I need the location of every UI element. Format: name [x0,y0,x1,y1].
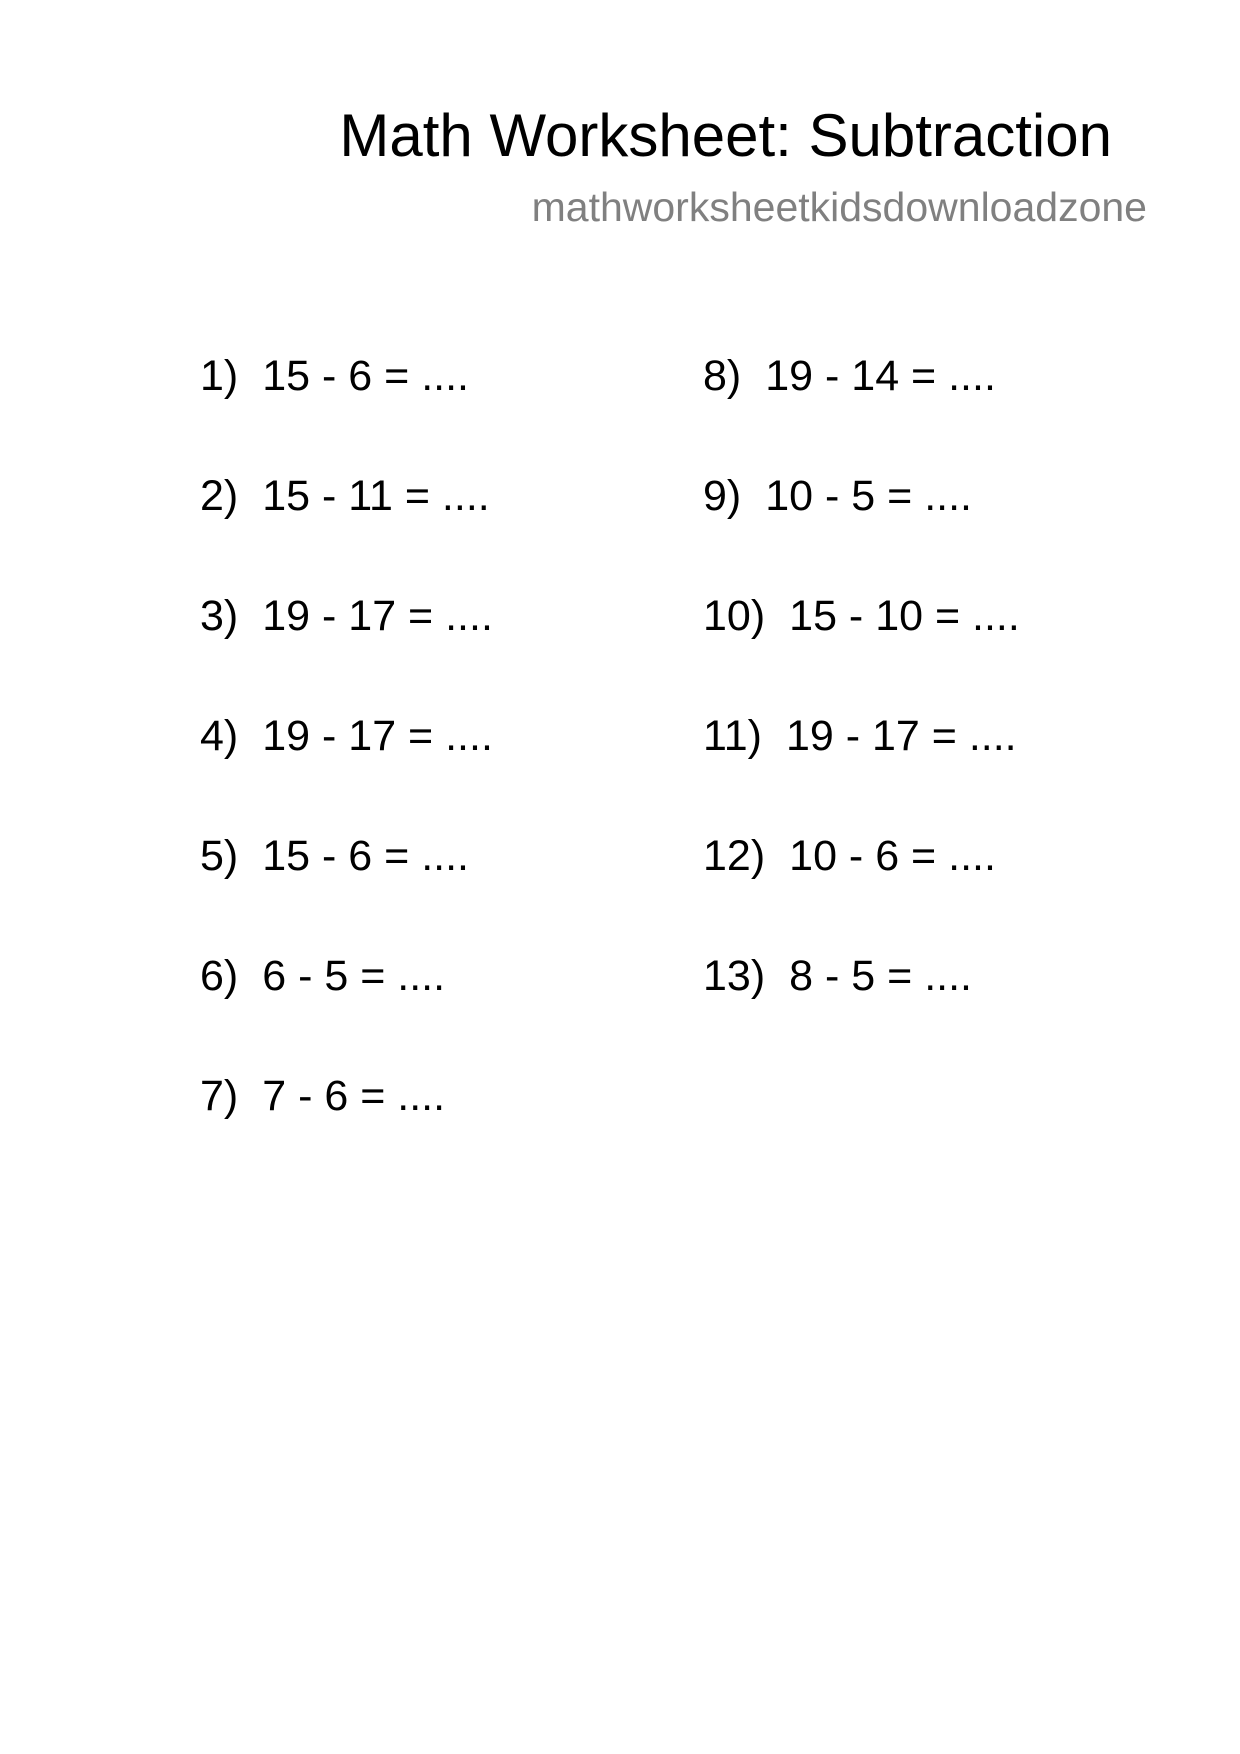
problem-item [703,470,1020,590]
problem-expression: 19 - 17 = .... [785,712,1017,760]
problem-expression: 10 - 6 = .... [789,832,996,880]
problem-expression: 19 - 14 = .... [765,352,996,400]
problem-item [200,830,493,950]
problem-item [200,710,493,830]
problem-item [200,350,493,470]
problem-number: 5) [200,832,239,880]
problem-number: 1) [200,352,239,400]
problem-expression: 19 - 17 = .... [262,712,493,760]
problem-number: 9) [703,472,742,520]
problem-item [200,950,493,1070]
problem-number: 12) [703,832,766,880]
problem-item [703,950,1020,1070]
problem-item [200,1070,493,1190]
problem-expression: 8 - 5 = .... [789,952,972,1000]
problem-number: 3) [200,592,239,640]
problem-item [200,470,493,590]
problem-number: 13) [703,952,766,1000]
problem-expression: 15 - 6 = .... [262,832,469,880]
problem-expression: 7 - 6 = .... [262,1072,446,1120]
problem-expression: 10 - 5 = .... [765,472,972,520]
problem-item [703,710,1020,830]
problem-column-left [200,350,493,1190]
problem-number: 4) [200,712,239,760]
problem-expression: 15 - 6 = .... [262,352,469,400]
problem-item [703,830,1020,950]
page-title: Math Worksheet: Subtraction [339,102,1112,169]
problem-number: 10) [703,592,766,640]
problem-number: 11) [703,712,762,760]
problem-number: 2) [200,472,239,520]
problem-number: 6) [200,952,239,1000]
problem-item [703,350,1020,470]
problem-expression: 19 - 17 = .... [262,592,493,640]
problem-expression: 6 - 5 = .... [262,952,446,1000]
problem-number: 8) [703,352,742,400]
problem-number: 7) [200,1072,239,1120]
problem-column-right [703,350,1020,1070]
problem-expression: 15 - 11 = .... [262,472,490,520]
page-subtitle: mathworksheetkidsdownloadzone [531,184,1147,230]
problem-item [200,590,493,710]
problem-item [703,590,1020,710]
problem-expression: 15 - 10 = .... [789,592,1020,640]
